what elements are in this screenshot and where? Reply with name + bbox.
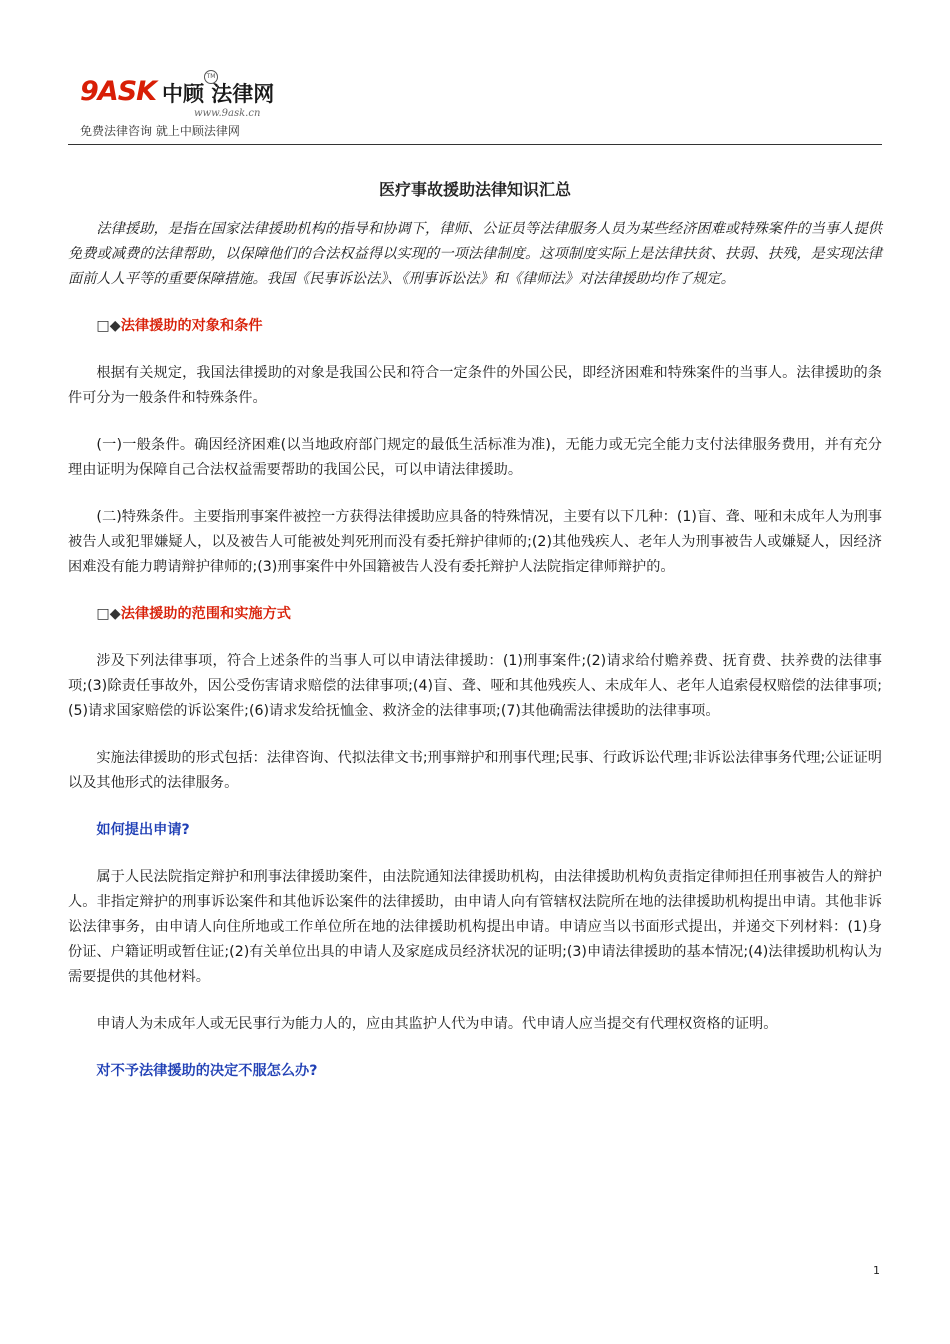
paragraph-1: 根据有关规定，我国法律援助的对象是我国公民和符合一定条件的外国公民，即经济困难和特殊案件的当事人。法律援助的条件可分为一般条件和特殊条件。 xyxy=(68,365,882,406)
header-slogan: 免费法律咨询 就上中顾法律网 xyxy=(80,124,240,138)
logo-url: www.9ask.cn xyxy=(194,108,261,119)
question-heading-1: 如何提出申请? xyxy=(96,822,190,838)
intro-paragraph: 法律援助，是指在国家法律援助机构的指导和协调下，律师、公证员等法律服务人员为某些经济困难或特殊案件的当事人提供免费或减费的法律帮助，以保障他们的合法权益得以实现的一项法律制度。这项制度实际上是法律扶贫、扶弱、扶残，是实现法律面前人人平等的重要保障措施。我国《民事诉讼法》、《刑事诉讼法》和《律师法》对法律援助均作了规定。 xyxy=(68,221,882,287)
section-title-2: 法律援助的范围和实施方式 xyxy=(120,606,291,622)
logo-chinese-name: 中顾 法律网 xyxy=(162,82,275,106)
section-heading-2 xyxy=(68,602,882,627)
paragraph-5: 实施法律援助的形式包括：法律咨询、代拟法律文书;刑事辩护和刑事代理;民事、行政诉讼代理;非诉讼法律事务代理;公证证明以及其他形式的法律服务。 xyxy=(68,750,882,791)
paragraph-4: 涉及下列法律事项，符合上述条件的当事人可以申请法律援助：(1)刑事案件;(2)请求给付赡养费、抚育费、扶养费的法律事项;(3)除责任事故外，因公受伤害请求赔偿的法律事项;(4)盲、聋、哑和其他残疾人、未成年人、老年人追索侵权赔偿的法律事项;(5)请求国家赔偿的诉讼案件;(6)请求发给抚恤金、救济金的法律事项;(7)其他确需法律援助的法律事项。 xyxy=(68,653,882,719)
paragraph-2: (一)一般条件。确因经济困难(以当地政府部门规定的最低生活标准为准)，无能力或无完全能力支付法律服务费用，并有充分理由证明为保障自己合法权益需要帮助的我国公民，可以申请法律援助。 xyxy=(68,437,882,478)
logo-ask-mark xyxy=(80,76,156,107)
paragraph-6: 属于人民法院指定辩护和刑事法律援助案件，由法院通知法律援助机构，由法律援助机构负责指定律师担任刑事被告人的辩护人。非指定辩护的刑事诉讼案件和其他诉讼案件的法律援助，由申请人向有管辖权法院所在地的法律援助机构提出申请。其他非诉讼法律事务，由申请人向住所地或工作单位所在地的法律援助机构提出申请。申请应当以书面形式提出，并递交下列材料：(1)身份证、户籍证明或暂住证;(2)有关单位出具的申请人及家庭成员经济状况的证明;(3)申请法律援助的基本情况;(4)法律援助机构认为需要提供的其他材料。 xyxy=(68,869,882,985)
question-heading-2: 对不予法律援助的决定不服怎么办? xyxy=(96,1063,318,1079)
document-body xyxy=(68,217,882,1084)
page-header xyxy=(68,70,882,145)
bullet-box-icon: □◆ xyxy=(96,318,121,334)
paragraph-3: (二)特殊条件。主要指刑事案件被控一方获得法律援助应具备的特殊情况，主要有以下几种：(1)盲、聋、哑和未成年人为刑事被告人或犯罪嫌疑人，以及被告人可能被处判死刑而没有委托辩护律师的;(2)其他残疾人、老年人为刑事被告人或嫌疑人，因经济困难没有能力聘请辩护律师的;(3)刑事案件中外国籍被告人没有委托辩护人法院指定律师辩护的。 xyxy=(68,509,882,575)
section-heading-1 xyxy=(68,314,882,339)
logo-nine: 9 xyxy=(80,76,98,107)
bullet-box-icon: □◆ xyxy=(96,606,121,622)
trademark-icon: TM xyxy=(204,70,218,84)
logo-ask: ASK xyxy=(97,76,157,107)
section-title-1: 法律援助的对象和条件 xyxy=(120,318,263,334)
document-title: 医疗事故援助法律知识汇总 xyxy=(378,180,571,199)
paragraph-7: 申请人为未成年人或无民事行为能力人的，应由其监护人代为申请。代申请人应当提交有代理权资格的证明。 xyxy=(96,1016,778,1032)
page-number: 1 xyxy=(873,1264,880,1277)
